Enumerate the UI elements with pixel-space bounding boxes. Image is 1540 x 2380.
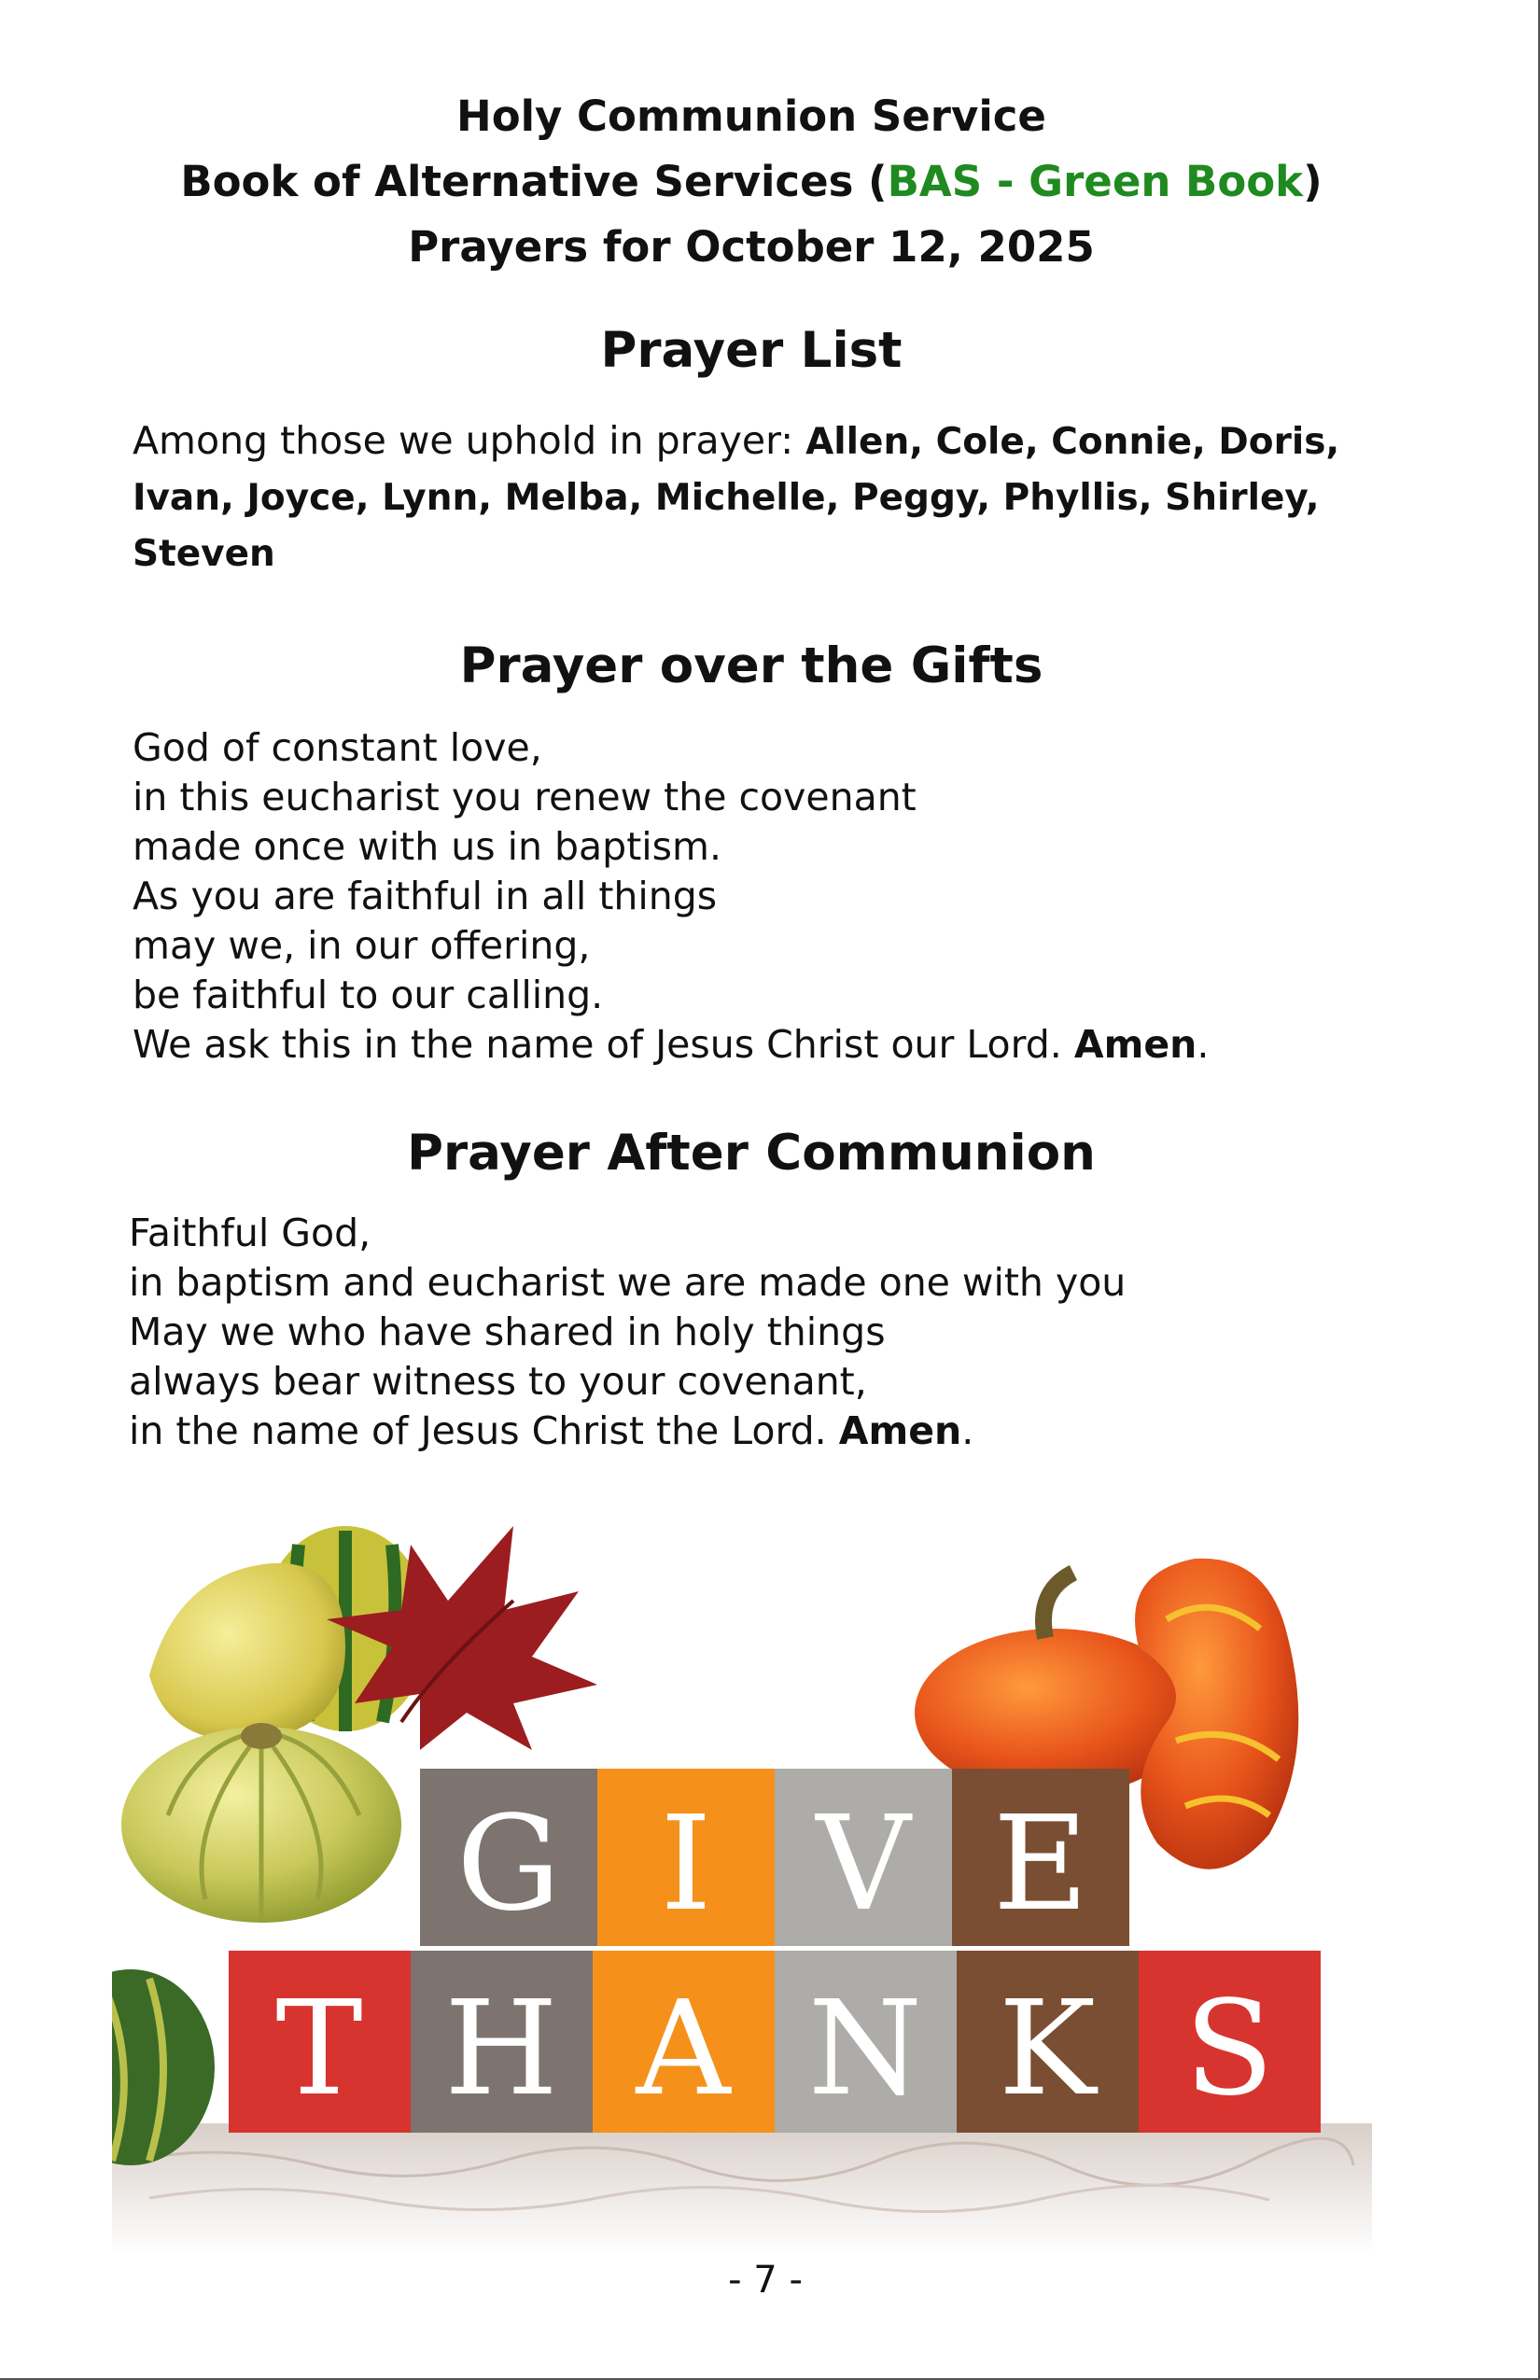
prayer-over-gifts-body xyxy=(133,723,1209,1070)
prayer-list-body xyxy=(133,413,1339,582)
document-header xyxy=(0,84,1503,280)
yellow-squash xyxy=(149,1563,345,1742)
bas-green-book: BAS - Green Book xyxy=(887,157,1304,206)
communion-line: in baptism and eucharist we are made one with you xyxy=(129,1260,1127,1305)
service-book xyxy=(0,149,1503,215)
gifts-line: may we, in our offering, xyxy=(133,923,591,968)
block-letter: A xyxy=(636,1973,731,2125)
gifts-line: made once with us in baptism. xyxy=(133,824,721,869)
block-letter: S xyxy=(1184,1973,1274,2125)
closing-paren: ) xyxy=(1303,157,1323,206)
prayer-names-3: Steven xyxy=(133,533,275,575)
prayer-list-line-1 xyxy=(133,413,1339,470)
service-title: Holy Communion Service xyxy=(456,91,1046,141)
prayer-list-intro: Among those we uphold in prayer: xyxy=(133,418,794,463)
top-blocks xyxy=(420,1769,1129,1946)
prayer-after-communion-title: Prayer After Communion xyxy=(407,1125,1096,1182)
communion-amen: Amen xyxy=(838,1408,962,1453)
book-name: Book of Alternative Services ( xyxy=(180,157,888,206)
communion-line-last xyxy=(129,1407,1126,1456)
communion-line: Faithful God, xyxy=(129,1211,371,1255)
prayer-after-communion-body xyxy=(129,1209,1126,1456)
page-number: - 7 - xyxy=(728,2259,803,2302)
gifts-closing: We ask this in the name of Jesus Christ our Lord. xyxy=(133,1022,1062,1067)
gifts-line: be faithful to our calling. xyxy=(133,973,604,1017)
prayer-names-2: Ivan, Joyce, Lynn, Melba, Michelle, Peggy, Phyllis, Shirley, xyxy=(133,477,1320,519)
block-letter: G xyxy=(456,1788,561,1940)
block-letter: T xyxy=(275,1973,363,2125)
service-date: Prayers for October 12, 2025 xyxy=(408,222,1095,272)
gifts-line: God of constant love, xyxy=(133,725,542,770)
give-thanks-illustration xyxy=(112,1507,1372,2254)
gifts-line: in this eucharist you renew the covenant xyxy=(133,775,917,819)
communion-line: May we who have shared in holy things xyxy=(129,1309,886,1354)
prayer-over-gifts-title: Prayer over the Gifts xyxy=(459,637,1043,694)
block-letter: N xyxy=(807,1973,923,2125)
communion-closing: in the name of Jesus Christ the Lord. xyxy=(129,1408,827,1453)
gifts-line: As you are faithful in all things xyxy=(133,874,718,918)
bottom-blocks xyxy=(229,1951,1321,2133)
communion-line: always bear witness to your covenant, xyxy=(129,1359,867,1404)
gifts-amen: Amen xyxy=(1073,1022,1197,1067)
block-letter: V xyxy=(816,1788,911,1940)
block-letter: K xyxy=(998,1973,1097,2125)
block-letter: H xyxy=(443,1973,559,2125)
gifts-period: . xyxy=(1197,1022,1210,1067)
communion-period: . xyxy=(961,1408,974,1453)
prayer-names-1: Allen, Cole, Connie, Doris, xyxy=(805,421,1340,463)
green-pumpkin xyxy=(121,1723,401,1923)
table-cloth xyxy=(112,2123,1372,2254)
prayer-list-title: Prayer List xyxy=(600,322,903,379)
gifts-line-last xyxy=(133,1020,1209,1070)
block-letter: I xyxy=(660,1788,712,1940)
block-letter: E xyxy=(992,1788,1089,1940)
